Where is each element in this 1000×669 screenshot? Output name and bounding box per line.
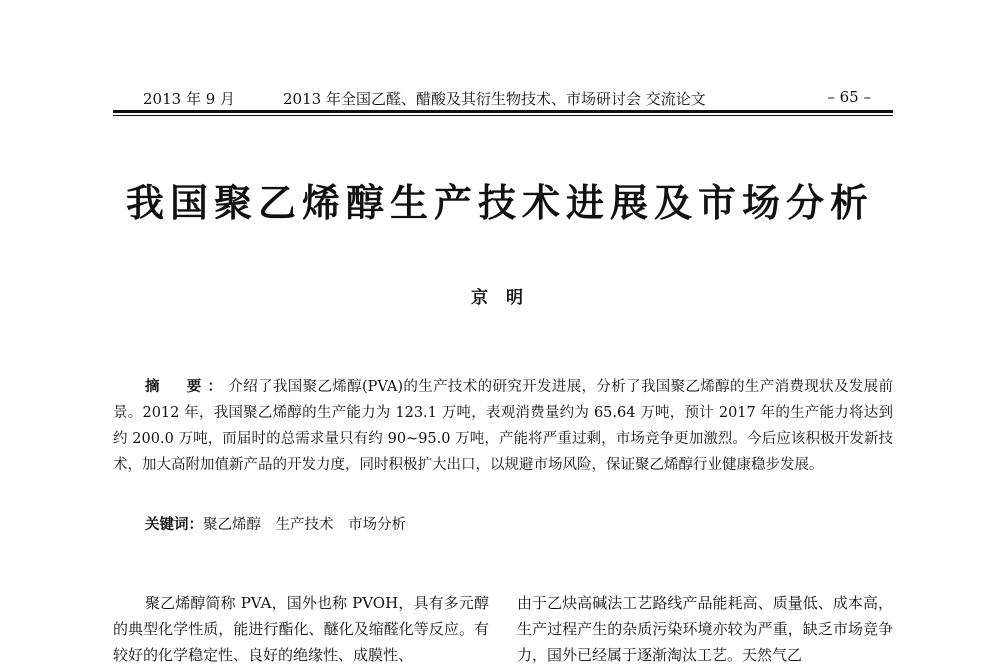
running-header: [115, 86, 893, 110]
right-column-text: 由于乙炔高碱法工艺路线产品能耗高、质量低、成本高，生产过程产生的杂质污染环境亦较为严重，缺乏市场竞争力，国外已经属于逐渐淘汰工艺。天然气乙: [517, 594, 893, 664]
keywords-label: 关键词：: [145, 516, 203, 533]
author-name: 京 明: [471, 288, 529, 308]
header-conference: 2013 年全国乙醛、醋酸及其衍生物技术、市场研讨会 交流论文: [283, 90, 706, 108]
abstract: [113, 374, 893, 478]
header-rule-thick: [113, 110, 893, 113]
keywords: [145, 513, 406, 534]
abstract-label: 摘 要：: [145, 378, 229, 395]
left-column-text: 聚乙烯醇简称 PVA，国外也称 PVOH，具有多元醇的典型化学性质，能进行酯化、醚化及缩醛化等反应。有较好的化学稳定性、良好的绝缘性、成膜性、: [113, 594, 489, 664]
keywords-text: 聚乙烯醇 生产技术 市场分析: [203, 517, 406, 533]
page-number: – 65 –: [827, 88, 871, 106]
paper-title: 我国聚乙烯醇生产技术进展及市场分析: [125, 180, 874, 225]
body-left-column: [113, 590, 489, 668]
header-rule-thin: [113, 115, 893, 116]
abstract-paragraph: [113, 374, 893, 478]
abstract-text: 介绍了我国聚乙烯醇(PVA)的生产技术的研究开发进展，分析了我国聚乙烯醇的生产消费现状及发展前景。2012 年，我国聚乙烯醇的生产能力为 123.1 万吨，表观消费量约为 65.64 万吨，预计 2017 年的生产能力将达到约 200.0 万吨，而届时的总需求量只有约 90~95.0 万吨，产能将严重过剩，市场竞争更加激烈。今后应该积极开发新技术，加大高附加值新产品的开发力度，同时积极扩大出口，以规避市场风险，保证聚乙烯醇行业健康稳步发展。: [113, 379, 893, 473]
header-date: 2013 年 9 月: [143, 90, 236, 108]
body-right-column: [517, 590, 893, 668]
